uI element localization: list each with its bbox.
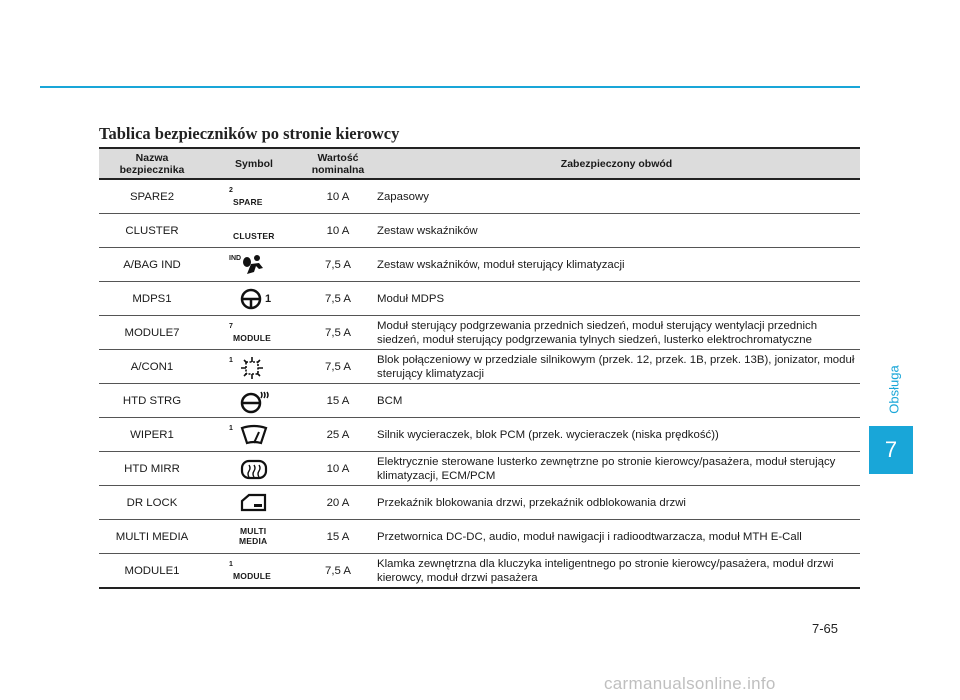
door-lock-icon: [239, 492, 269, 518]
fuse-symbol: [205, 418, 303, 452]
fuse-name: MODULE7: [99, 316, 205, 350]
symbol-superscript: 1: [229, 560, 233, 568]
table-row: [99, 452, 860, 486]
heated-mirror-icon: [239, 458, 271, 486]
symbol-superscript: IND: [229, 254, 242, 262]
fuse-circuit: Elektrycznie sterowane lusterko zewnętrzne po stronie kierowcy/pasażera, moduł sterujący klimatyzacji, ECM/PCM: [373, 452, 860, 486]
fuse-name: MULTI MEDIA: [99, 520, 205, 554]
fuse-table: [99, 147, 860, 589]
airbag-icon: [239, 254, 269, 280]
fuse-name: DR LOCK: [99, 486, 205, 520]
table-row: [99, 418, 860, 452]
wiper-icon: [239, 424, 269, 450]
table-row: [99, 554, 860, 589]
fuse-rating: 7,5 A: [303, 554, 373, 589]
fuse-circuit: Zestaw wskaźników: [373, 214, 860, 248]
fuse-rating: 10 A: [303, 452, 373, 486]
fuse-rating: 7,5 A: [303, 248, 373, 282]
fuse-symbol: [205, 248, 303, 282]
heated-steering-icon: [239, 390, 269, 418]
symbol-text: SPARE: [233, 196, 263, 207]
fuse-name: WIPER1: [99, 418, 205, 452]
side-section-label: Obsługa: [886, 365, 902, 414]
fuse-rating: 7,5 A: [303, 350, 373, 384]
header-symbol: Symbol: [205, 148, 303, 179]
fuse-rating: 7,5 A: [303, 316, 373, 350]
fuse-symbol: [205, 282, 303, 316]
fuse-symbol: [205, 316, 303, 350]
fuse-name: A/CON1: [99, 350, 205, 384]
fuse-symbol: [205, 520, 303, 554]
air-conditioning-icon: [239, 356, 265, 384]
symbol-text: CLUSTER: [233, 230, 275, 241]
symbol-text: MODULE: [233, 332, 272, 343]
header-circuit: Zabezpieczony obwód: [373, 148, 860, 179]
fuse-circuit: Klamka zewnętrzna dla kluczyka inteligentnego po stronie kierowcy/pasażera, moduł drzwi kierowcy, moduł drzwi pasażera: [373, 554, 860, 589]
fuse-rating: 25 A: [303, 418, 373, 452]
steering-wheel-icon: [239, 288, 265, 314]
fuse-rating: 15 A: [303, 384, 373, 418]
fuse-name: MDPS1: [99, 282, 205, 316]
page-title: Tablica bezpieczników po stronie kierowcy: [99, 124, 400, 143]
table-row: [99, 248, 860, 282]
fuse-symbol: [205, 452, 303, 486]
table-row: [99, 316, 860, 350]
symbol-superscript: 7: [229, 322, 233, 330]
fuse-circuit: Blok połączeniowy w przedziale silnikowym (przek. 12, przek. 1B, przek. 13B), jonizator, moduł sterujący klimatyzacji: [373, 350, 860, 384]
fuse-circuit: Moduł MDPS: [373, 282, 860, 316]
fuse-circuit: Przekaźnik blokowania drzwi, przekaźnik odblokowania drzwi: [373, 486, 860, 520]
fuse-circuit: Przetwornica DC-DC, audio, moduł nawigacji i radioodtwarzacza, moduł MTH E-Call: [373, 520, 860, 554]
table-row: [99, 282, 860, 316]
symbol-text: MODULE: [233, 570, 272, 581]
fuse-rating: 7,5 A: [303, 282, 373, 316]
top-accent-rule: [40, 86, 860, 88]
fuse-name: CLUSTER: [99, 214, 205, 248]
header-rating: Wartość nominalna: [303, 148, 373, 179]
fuse-name: A/BAG IND: [99, 248, 205, 282]
fuse-symbol: [205, 179, 303, 214]
table-row: [99, 179, 860, 214]
table-row: [99, 486, 860, 520]
fuse-circuit: Moduł sterujący podgrzewania przednich siedzeń, moduł sterujący wentylacji przednich siedzeń, moduł sterujący podgrzewania tylnych siedzeń, lusterko elektrochromatyczne: [373, 316, 860, 350]
symbol-text: MULTI MEDIA: [239, 525, 268, 546]
fuse-symbol: [205, 486, 303, 520]
symbol-superscript: 1: [229, 356, 233, 364]
fuse-name: HTD MIRR: [99, 452, 205, 486]
fuse-name: SPARE2: [99, 179, 205, 214]
symbol-superscript: 2: [229, 186, 233, 194]
fuse-rating: 10 A: [303, 214, 373, 248]
table-row: [99, 350, 860, 384]
table-row: [99, 214, 860, 248]
fuse-symbol: [205, 214, 303, 248]
table-row: [99, 384, 860, 418]
symbol-text: 1: [265, 292, 272, 305]
table-header-row: [99, 148, 860, 179]
table-row: [99, 520, 860, 554]
chapter-tab: 7: [869, 426, 913, 474]
fuse-rating: 10 A: [303, 179, 373, 214]
watermark: carmanualsonline.info: [604, 674, 776, 693]
fuse-symbol: [205, 384, 303, 418]
fuse-symbol: [205, 350, 303, 384]
page-number: 7-65: [812, 621, 839, 636]
fuse-name: HTD STRG: [99, 384, 205, 418]
fuse-rating: 20 A: [303, 486, 373, 520]
fuse-circuit: Silnik wycieraczek, blok PCM (przek. wycieraczek (niska prędkość)): [373, 418, 860, 452]
fuse-symbol: [205, 554, 303, 589]
fuse-name: MODULE1: [99, 554, 205, 589]
fuse-rating: 15 A: [303, 520, 373, 554]
symbol-superscript: 1: [229, 424, 233, 432]
fuse-circuit: BCM: [373, 384, 860, 418]
header-name: Nazwa bezpiecznika: [99, 148, 205, 179]
fuse-circuit: Zapasowy: [373, 179, 860, 214]
fuse-circuit: Zestaw wskaźników, moduł sterujący klimatyzacji: [373, 248, 860, 282]
